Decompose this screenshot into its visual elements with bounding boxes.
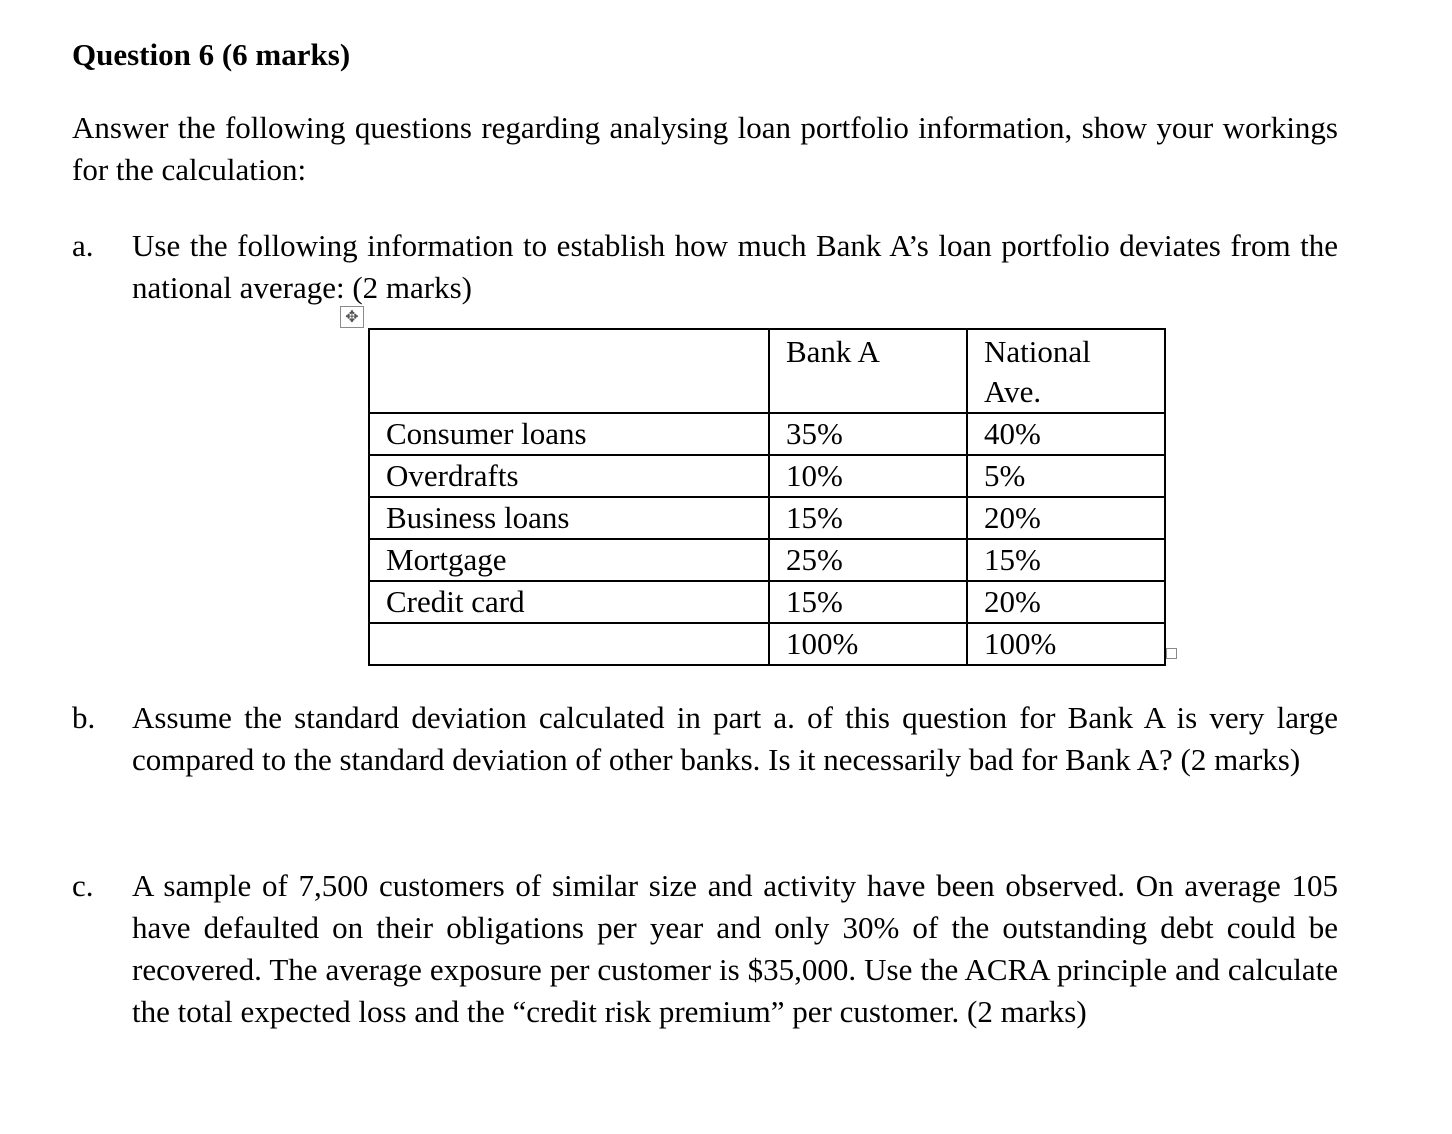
table-header-cell[interactable]: Bank A bbox=[769, 329, 967, 413]
table-header-cell[interactable] bbox=[369, 329, 769, 413]
table-cell[interactable]: Overdrafts bbox=[369, 455, 769, 497]
question-c-text: A sample of 7,500 customers of similar size and activity have been observed. On average 105 have defaulted on their obligations per year and only 30% of the outstanding debt could be recovered. The average exposure per customer is $35,000. Use the ACRA principle and calculate the total expected loss and the “credit risk premium” per customer. (2 marks) bbox=[132, 868, 1338, 1029]
table-row bbox=[369, 539, 1165, 581]
question-b-text: Assume the standard deviation calculated in part a. of this question for Bank A is very large compared to the standard deviation of other banks. Is it necessarily bad for Bank A? (2 marks) bbox=[132, 700, 1338, 777]
question-c-label: c. bbox=[72, 868, 94, 903]
loan-portfolio-table bbox=[368, 328, 1166, 666]
table-cell[interactable]: 5% bbox=[967, 455, 1165, 497]
table-cell[interactable]: 35% bbox=[769, 413, 967, 455]
table-cell[interactable]: 25% bbox=[769, 539, 967, 581]
table-header-cell[interactable]: National Ave. bbox=[967, 329, 1165, 413]
table-cell[interactable]: Business loans bbox=[369, 497, 769, 539]
table-cell[interactable] bbox=[369, 623, 769, 665]
table-row bbox=[369, 413, 1165, 455]
table-total-row bbox=[369, 623, 1165, 665]
table-cell[interactable]: 15% bbox=[769, 581, 967, 623]
table-header-row bbox=[369, 329, 1165, 413]
table-cell[interactable]: 20% bbox=[967, 497, 1165, 539]
table-cell[interactable]: Consumer loans bbox=[369, 413, 769, 455]
table-cell[interactable]: 100% bbox=[769, 623, 967, 665]
table-cell[interactable]: 20% bbox=[967, 581, 1165, 623]
intro-paragraph: Answer the following questions regarding analysing loan portfolio information, show your workings for the calculation: bbox=[72, 110, 1338, 187]
table-cell[interactable]: 10% bbox=[769, 455, 967, 497]
table-row bbox=[369, 581, 1165, 623]
table-cell[interactable]: 15% bbox=[769, 497, 967, 539]
table-move-icon[interactable]: ✥ bbox=[340, 306, 364, 328]
table-cell[interactable]: 100% bbox=[967, 623, 1165, 665]
table-cell[interactable]: 15% bbox=[967, 539, 1165, 581]
table-cell[interactable]: 40% bbox=[967, 413, 1165, 455]
table-cell[interactable]: Credit card bbox=[369, 581, 769, 623]
question-a-label: a. bbox=[72, 228, 94, 263]
table-row bbox=[369, 455, 1165, 497]
table-row bbox=[369, 497, 1165, 539]
question-a-text: Use the following information to establish how much Bank A’s loan portfolio deviates from the national average: (2 marks) bbox=[132, 228, 1338, 305]
question-heading: Question 6 (6 marks) bbox=[72, 37, 351, 72]
question-b-label: b. bbox=[72, 700, 96, 735]
table-resize-handle-icon[interactable] bbox=[1166, 648, 1177, 659]
table-cell[interactable]: Mortgage bbox=[369, 539, 769, 581]
